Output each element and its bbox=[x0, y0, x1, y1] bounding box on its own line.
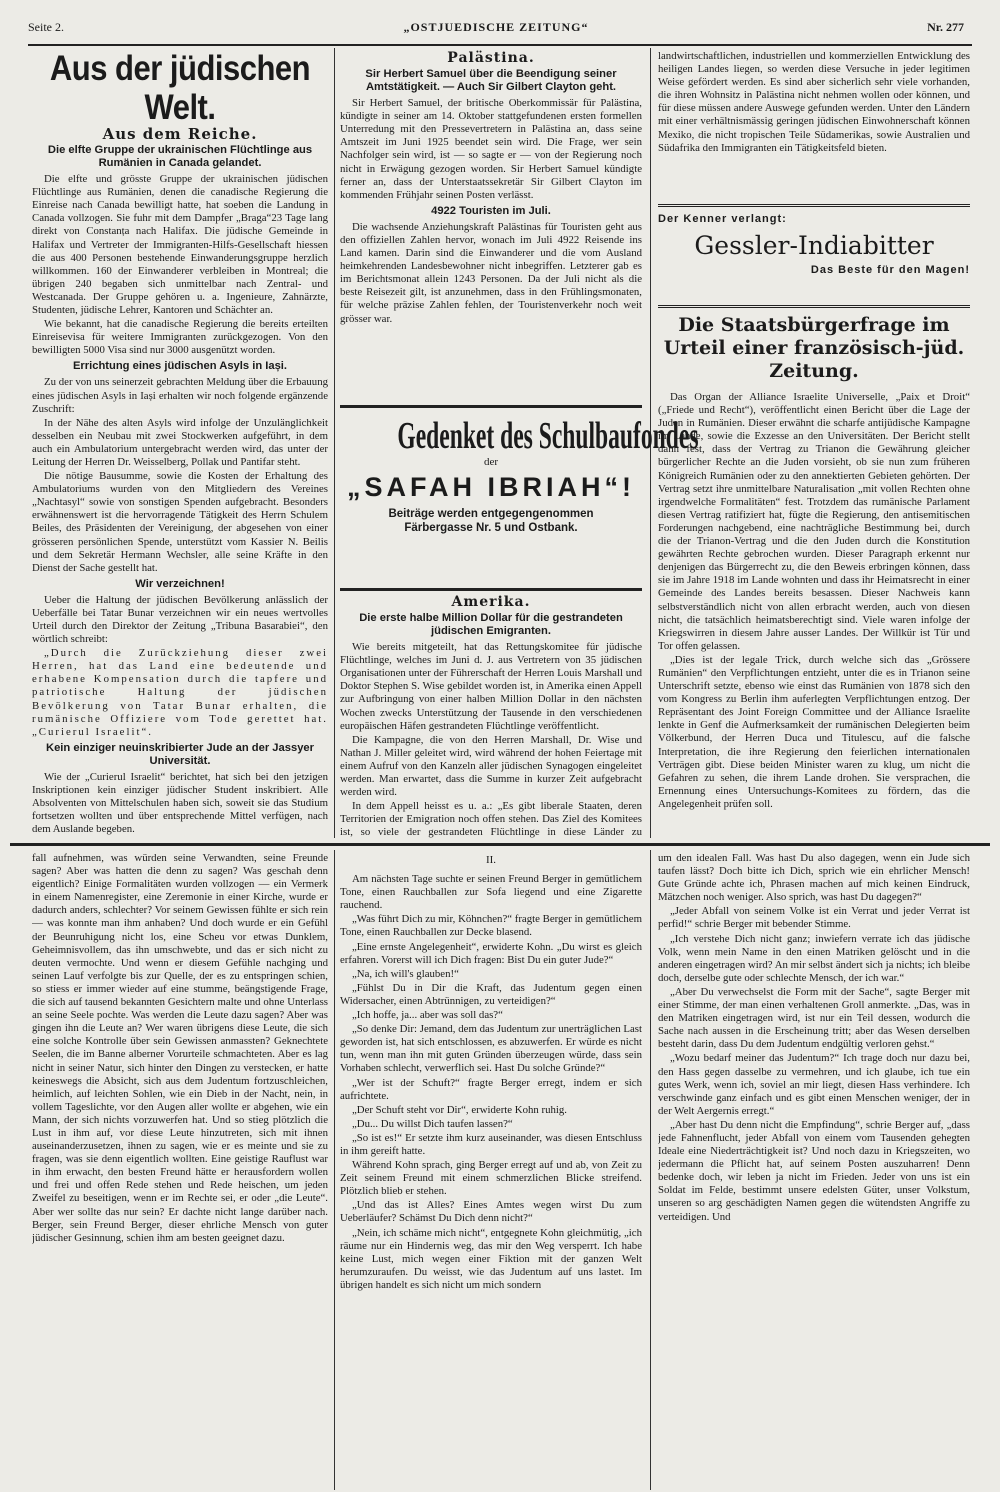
article-title: Sir Herbert Samuel über die Beendigung seiner Amtstätigkeit. — Auch Sir Gilbert Clayton geht. bbox=[365, 68, 617, 94]
ad-info-line: Beiträge werden entgegengenommen bbox=[388, 508, 594, 520]
feuilleton-paragraph: um den idealen Fall. Was hast Du also dagegen, wenn ein Jude sich taufen lässt? Doch bitte ich Dich, sprich wie ein ehrlicher Mensch! Gute Gründe achte ich, Phrasen machen auf mich keinen Eindruck, Mätzchen noch weniger. Also sprich, was hast Du dagegen?“ bbox=[658, 852, 970, 904]
article-paragraph: Wie der „Curierul Israelit“ berichtet, hat sich bei den jetzigen Inskriptionen kein einziger jüdischer Student inskribiert. Alle Absolventen von Mittelschulen haben sich, soweit sie das Studium fortsetzen wollten und über entsprechende Mittel verfügen, nach dem Auslande begeben. bbox=[32, 770, 328, 836]
ad-slogan: Das Beste für den Magen! bbox=[810, 264, 970, 276]
newspaper-name: „OSTJUEDISCHE ZEITUNG“ bbox=[403, 20, 589, 34]
column-2-top bbox=[340, 50, 642, 405]
article-paragraph: „Dies ist der legale Trick, durch welche sich das „Grössere Rumänien“ den Verpflichtungen entzieht, unter die es in Trianon seine Unterschrift setzte, ebenso wie einst das Rumänien von 1878 sich den vom Kongress zu Berlin ihm auferlegten Verpflichtungen entzog. Der Repräsentant des Joint Foreign Committee und der Alliance Israelite lenkte in Genf die Aufmerksamkeit der rumänischen Delegierten beim Völkerbund, der Herren Duca und Titulescu, auf die falsche Interpretation, die ihre Regierung den feierlichen internationalen Verträgen gibt. Diese beiden Minister waren zu klug, um nicht die Gefahren zu sehen, die ihrem Lande drohen. Sie versprachen, die Ernennung eines Untersuchungs-Komitees zu fördern, das die Angelegenheit prüfen soll. bbox=[658, 653, 970, 810]
page-title: Aus der jüdischen Welt. bbox=[49, 50, 311, 128]
article-title: Die Staatsbürgerfrage im Urteil einer französisch-jüd. Zeitung. bbox=[663, 314, 965, 382]
feuilleton-paragraph: „Nein, ich schäme mich nicht“, entgegnete Kohn gleichmütig, „ich räume nur ein Hindernis weg, das mir den Weg versperrt. Ich habe keine Lust, mich wegen einer Fiktion mit der ganzen Welt herumzuraufen. Du weisst, wie das Judentum auf uns lastet. Im übrigen handelt es sich nicht um mich sondern bbox=[340, 1226, 642, 1291]
feuilleton-column-1 bbox=[32, 852, 328, 1488]
chapter-number: II. bbox=[485, 854, 497, 866]
article-paragraph: In dem Appell heisst es u. a.: „Es gibt liberale Staaten, deren Territorien der Emigration noch offen stehen. Das Ziel des Komitees ist, so viele der gestrandeten Flüchtlinge in diese Länder zu bbox=[340, 800, 642, 839]
ad-title: Gedenket des Schulbaufondes bbox=[397, 415, 699, 457]
article-paragraph: Wie bereits mitgeteilt, hat das Rettungskomitee für jüdische Flüchtlinge, welches im Juni d. J. aus Vertretern von 35 jüdischen Organisationen unter der Führerschaft der Herren Louis Marshall und Doktor Stephen S. Wise gebildet worden ist, in Amerika einen Appell zur Aufbringung von einer halben Million Dollar in den nächsten Wochen zwecks Unterstützung der Tausende in den verschiedenen europäischen Häfen gestrandeten Flüchtlinge veröffentlicht. bbox=[340, 641, 642, 732]
feuilleton-paragraph: „Ich hoffe, ja... aber was soll das?“ bbox=[352, 1009, 503, 1022]
feuilleton-paragraph: „Na, ich will's glauben!“ bbox=[352, 967, 459, 980]
header-rule bbox=[28, 44, 972, 46]
feuilleton-paragraph: „So denke Dir: Jemand, dem das Judentum zur unerträglichen Last geworden ist, hat sich entschlossen, es abzuwerfen. Er würde es nicht tun, wenn man ihn mit guten Gründen überzeugen würde, dass sein Vorhaben schlecht, verwerflich sei. Hast Du solche Gründe?“ bbox=[340, 1023, 642, 1075]
column-3-top bbox=[658, 50, 970, 200]
article-paragraph: Die nötige Bausumme, sowie die Kosten der Erhaltung des Ambulatoriums wurden von den Mitgliedern des Vereines „Nachtasyl“ sowie von sonstigen Spenden aufgebracht. Besonders erwähnenswert ist die hervorragende Tätigkeit des Herrn Schulem Beiles, des Präsidenten der Vereinigung, der abgesehen von einer grösseren persönlichen Spende, unterstützt vom Kassier N. Beilis und dem Sekretär Hermann Wechsler, alle seine Kräfte in den Dienst der Sache gestellt hat. bbox=[32, 470, 328, 574]
article-quote: „Durch die Zurückziehung dieser zwei Herren, hat das Land eine bedeutende und erhabene Kompensation durch die tapfere und patriotische Haltung der jüdischen Bevölkerung von Tatar Bunar erhalten, die rumänische Offiziere vom Tode gerettet hat. „Curierul Israelit“. bbox=[32, 647, 328, 738]
ad-organization: „SAFAH IBRIAH“! bbox=[347, 472, 635, 502]
feuilleton-paragraph: „Wozu bedarf meiner das Judentum?“ Ich trage doch nur dazu bei, den Hass gegen dasselbe zu vermehren, und ich glaube, ich tue ein gutes Werk, wenn ich, soviel an mir liegt, diesen Hass verhindere. Ich verschwinde ganz einfach und es gibt einen Menschen weniger, der in der Welt Aergernis erregt.“ bbox=[658, 1052, 970, 1117]
issue-number: Nr. 277 bbox=[927, 20, 964, 34]
feuilleton-paragraph: „Jeder Abfall von seinem Volke ist ein Verrat und jeder Verrat ist perfid!“ schrie Berger mit bebender Stimme. bbox=[658, 905, 970, 931]
article-paragraph: In der Nähe des alten Asyls wird infolge der Unzulänglichkeit desselben ein Neubau mit zwei Stockwerken aufgeführt, in dem auch ein Ambulatorium untergebracht werden wird, das unter der Leitung der Herren Dr. Weisselberg, Pollak und Pantifar steht. bbox=[32, 416, 328, 468]
page-number: Seite 2. bbox=[28, 20, 64, 34]
article-paragraph: Wie bekannt, hat die canadische Regierung die bereits erteilten Einreisevisa für weitere Immigranten zurückgezogen. Von den bewilligten 5000 Visa sind nur 3000 ausgenützt worden. bbox=[32, 318, 328, 357]
section-heading: Amerika. bbox=[451, 594, 531, 610]
article-title: Die erste halbe Million Dollar für die gestrandeten jüdischen Emigranten. bbox=[359, 612, 623, 638]
feuilleton-paragraph: „Was führt Dich zu mir, Köhnchen?“ fragte Berger in gemütlichem Tone, einen Rauchballen zur Decke blasend. bbox=[340, 913, 642, 939]
article-title: Kein einziger neuinskribierter Jude an der Jassyer Universität. bbox=[46, 741, 314, 767]
feuilleton-paragraph: „Der Schuft steht vor Dir“, erwiderte Kohn ruhig. bbox=[352, 1103, 567, 1116]
feuilleton-column-2 bbox=[340, 852, 642, 1488]
article-title: 4922 Touristen im Juli. bbox=[431, 204, 551, 217]
column-divider bbox=[334, 850, 335, 1490]
article-paragraph: Die Kampagne, die von den Herren Marshall, Dr. Wise und Nathan J. Miller geleitet wird, wird während der hohen Feiertage mit einem Aufruf von den Kanzeln aller jüdischen Synagogen eingeleitet werden. Man erwartet, dass die Summe in kurzer Zeit aufgebracht werden wird. bbox=[340, 733, 642, 799]
article-paragraph: Ueber die Haltung der jüdischen Bevölkerung anlässlich der Ueberfälle bei Tatar Bunar verzeichnen wir ein neues wertvolles Urteil durch den Direktor der Zeitung „Tribuna Basarabiei“, den wörtlich schreibt: bbox=[32, 593, 328, 646]
section-heading: Aus dem Reiche. bbox=[102, 125, 258, 143]
feuilleton-paragraph: „Ich verstehe Dich nicht ganz; inwiefern verrate ich das jüdische Volk, wenn mein Name in den einen Matriken gelöscht und in die anderen eingetragen wird? An mir selbst ändert sich ja nichts; ich bleibe doch, derselbe gute oder schlechte Mensch, der ich war.“ bbox=[658, 932, 970, 984]
feuilleton-rule bbox=[10, 843, 990, 846]
article-paragraph: Das Organ der Alliance Israelite Universelle, „Paix et Droit“ („Friede und Recht“), veröffentlicht einen Bericht über die Lage der Juden in Rumänien. Dieser erwähnt die scharfe antijüdische Kampagne im Lande, sowie die Exzesse an den Universitäten. Der Bericht stellt dann fest, dass der Vertrag zu Trianon die Gewährung gleicher bürgerlicher Rechte an die Juden vorsieht, ob sie nun zum früheren Königreich Rumänien oder zu den annektierten Gebieten gehörten. Der Vertrag setzt ihre unmittelbare Naturalisation „mit vollen Rechten ohne irgendwelche Formalitäten“ fest. Trotzdem das rumänische Parlament diesen Vertrag ratifiziert hat, fügte die Regierung, den antisemitischen Forderungen nachgebend, eine nachträgliche Bestimmung bei, durch die der Trianon-Vertrag und die den Juden durch die Konstitution gewährten Rechte gebrochen wurden. Dieser Paragraph erkennt nur denjenigen das Bürgerrecht zu, die den Beweis erbringen können, dass sie im Jahre 1918 im Lande wohnten und dass ihr Heimatsrecht in einer Gemeinde des Landes bereits besassen. Dieser Nachweis kann selbstverständlich nicht von allen erbracht werden, auch von diesen nicht, die tatsächlich heimatsberechtigt sind. Viele waren infolge der Kriegswirren in diesem Jahre ausser Landes. Der Willkür ist Tür und Tor offen gelassen. bbox=[658, 391, 970, 652]
article-paragraph: landwirtschaftlichen, industriellen und kommerziellen Entwicklung des heiligen Landes liegen, so werden diese Versuche in jeder legitimen Weise gefördert werden. Es sind aber sicherlich sehr viele vorhanden, die ihren Wohnsitz in Palästina nicht nehmen wollen oder können, und für diese müssen andere Auswege gefunden werden. Unter den Ländern mit einer verhältnismässig geringen jüdischen Einwohnerschaft können Mexiko, die nicht tropischen Teile Südamerikas, sowie Australien und Südafrika den Immigranten ein Tätigkeitsfeld bieten. bbox=[658, 50, 970, 154]
feuilleton-paragraph: fall aufnehmen, was würden seine Verwandten, seine Freunde sagen? Aber was hatten die denn zu sagen? Was geschah denn eigentlich? Einige Formalitäten wurden vollzogen — ein Vermerk in einem Namenregister, eine Zeremonie in einer Kirche, wurde er dadurch anders, schlechter? Vor seinem Gewissen fühlte er sich rein — was konnte man ihm anhaben? Und doch wurde er ein Gefühl der Beunruhigung nicht los, eine Scheu vor etwas Dunklem, Geheimnisvollem, das ihn umschwebte, und das er sich nicht zu deuten vermochte. Und wenn er diesem Gefühle nachging und seinen Lauf verfolgte bis zur Quelle, der es zu entspringen schien, so stiess er immer wieder auf eine stumme, beängstigende Frage, die sich auf tausend bekannten Gesichtern malte und ohne Unterlass an seine Seele pochte. Was werden die Leute dazu sagen? Aber was gingen ihn die Leute an? Wer waren übrigens diese Leute, die sich eine solche Kontrolle über sein Gewissen anmassten? Geknechtete Seelen, die im Banne alberner Vorurteile schmachteten. Aber es lag nicht in seiner Natur, sich hinter den Dingen zu verstecken, er hatte keineswegs die Absicht, sich aus dem Judentum fortzuschleichen, heimlich, auf leichten Sohlen, wie ein Dieb in der Nacht, nein, in vollem Tageslichte, vor den Augen aller wollte er abgehen, wie ein Mann, der sich nichts vorzuwerfen hat. Und so stieg plötzlich die Lust in ihm auf, vor diese Leute hinzutreten, sich mit ihnen auseinanderzusetzen, ihnen zu sagen, wie er es meinte und sie zu fragen, was sie denn eigentlich wollten. Eine geistige Rauflust war in ihm erwacht, den besten Freund hätte er herausfordern wollen und frei und offen Rede stehen und Rede heischen, um jeden Zweifel zu beseitigen, wenn er im Rechte sei, er oder „die Leute“. Aber wer sollte das nur sein? Er dachte nicht lange darüber nach. Berger, sein Freund Berger, dieser ehrliche Mensch von guter jüdischer Gesinnung, schien ihm am besten geeignet dazu. bbox=[32, 852, 328, 1244]
column-2-bottom bbox=[340, 594, 642, 840]
bitter-ad bbox=[658, 204, 970, 308]
feuilleton-paragraph: „Aber Du verwechselst die Form mit der Sache“, sagte Berger mit einer Stimme, der man einen verhaltenen Groll anmerkte. „Das, was in den Matriken eingetragen wird, ist nur ein Teil dessen, wodurch die Sache nach aussen in die Erscheinung tritt; aber das Wesen derselben besteht darin, dass Du dem Judentum endgültig verloren gehst.“ bbox=[658, 985, 970, 1051]
ad-kicker: Der Kenner verlangt: bbox=[658, 213, 787, 225]
ad-info-line: Färbergasse Nr. 5 und Ostbank. bbox=[404, 522, 578, 534]
feuilleton-paragraph: „Du... Du willst Dich taufen lassen?“ bbox=[352, 1117, 513, 1130]
ad-info bbox=[340, 507, 642, 535]
article-paragraph: Die elfte und grösste Gruppe der ukrainischen jüdischen Flüchtlinge aus Rumänien, denen die canadische Regierung die Einreise nach Canada bewilligt hatte, hat soeben die Landung in Canada vollzogen. Sie fuhr mit dem Dampfer „Braga“23 Tage lang direkt von Constanța nach Halifax. Die jüdische Gemeinde in Halifax und Vertreter der Immigranten-Hilfs-Gesellschaft hiessen die aus 400 Personen bestehende Einwanderungsgruppe herzlich willkommen. 160 der Einwanderer verbleiben in Montreal; die übrigen 240 begaben sich unmittelbar nach Zentral- und Westcanada. Der Gruppe gehören u. a. Ingenieure, Zahnärzte, Studenten, jüdische Lehrer, Kantoren und Schächter an. bbox=[32, 173, 328, 317]
feuilleton-paragraph: Während Kohn sprach, ging Berger erregt auf und ab, von Zeit zu Zeit seinem Freund mit einem schmerzlichen Blicke streifend. Plötzlich blieb er stehen. bbox=[340, 1159, 642, 1198]
article-title: Wir verzeichnen! bbox=[135, 577, 225, 590]
feuilleton-column-3 bbox=[658, 852, 970, 1488]
feuilleton-paragraph: „Aber hast Du denn nicht die Empfindung“, schrie Berger auf, „dass jede Fahnenflucht, jeder Abfall von einem vom Tausenden gehegten Ideale eine Niederträchtigkeit ist? Und noch dazu in Kriegszeiten, wo jedermann die Pflicht hat, auf seinem Posten auszuharren! Denn bedenke doch, wir leben ja nicht im Frieden. Jeder von uns ist ein Soldat im Felde, bestimmt unsere edelsten Güter, unser Volkstum, unseren so arg geschädigten Namen gegen die wütendsten Angriffe zu verteidigen. Und bbox=[658, 1118, 970, 1223]
column-divider bbox=[650, 850, 651, 1490]
article-title: Errichtung eines jüdischen Asyls in Iași. bbox=[72, 360, 288, 373]
article-paragraph: Sir Herbert Samuel, der britische Oberkommissär für Palästina, kündigte in seiner am 14. Oktober stattgefundenen ersten formellen Unterredung mit den Pressevertretern in Palästina an, dass seine Amtszeit im Juni 1925 beendet sein wird. Die Frage, wer sein Nachfolger sein wird, ist — so sagte er — von der Regierung noch nicht in Erwägung gezogen worden. Sir Herbert Samuel kündigte ferner an, dass der Unterstaatssekretär Sir Gilbert Clayton im kommenden Frühjahr seinen Posten verlässt. bbox=[340, 97, 642, 201]
page-header bbox=[28, 20, 964, 40]
school-fund-ad bbox=[340, 405, 699, 591]
column-divider bbox=[334, 48, 335, 838]
column-1 bbox=[32, 50, 328, 840]
article-paragraph: Die wachsende Anziehungskraft Palästinas für Touristen geht aus den offiziellen Zahlen hervor, wonach im Juli 4922 Reisende ins Land kamen. Darin sind die Einwanderer und die vom Ausland heimkehrenden Landesbewohner nicht inbegriffen. Letzterer gab es im Berichtsmonat allein 1243 Personen. Da der Juli nicht als die beste Reisezeit gilt, ist anzunehmen, dass in den Frühlingsmonaten, für welche präzise Zahlen fehlen, der Touristenverkehr noch weit grösser war. bbox=[340, 220, 642, 325]
feuilleton-paragraph: „So ist es!“ Er setzte ihm kurz auseinander, was diesen Entschluss in ihm gereift hatte. bbox=[340, 1131, 642, 1157]
feuilleton-paragraph: „Eine ernste Angelegenheit“, erwiderte Kohn. „Du wirst es gleich erfahren. Vorerst will ich Dich fragen: Bist Du ein guter Jude?“ bbox=[340, 940, 642, 966]
section-heading: Palästina. bbox=[447, 50, 535, 66]
feuilleton-paragraph: „Und das ist Alles? Eines Amtes wegen wirst Du zum Ueberläufer? Schämst Du Dich denn nicht?“ bbox=[340, 1199, 642, 1225]
column-3-bottom bbox=[658, 308, 970, 840]
feuilleton-paragraph: Am nächsten Tage suchte er seinen Freund Berger in gemütlichem Tone, einen Rauchballen zur Sofa liegend und eine Zigarette rauchend. bbox=[340, 873, 642, 912]
article-paragraph: Zu der von uns seinerzeit gebrachten Meldung über die Erbauung eines jüdischen Asyls in Iași erhalten wir noch folgende ergänzende Zuschrift: bbox=[32, 376, 328, 415]
feuilleton-paragraph: „Fühlst Du in Dir die Kraft, das Judentum gegen einen Widersacher, einen Abtrünnigen, zu verteidigen?“ bbox=[340, 981, 642, 1007]
ad-product: Gessler-Indiabitter bbox=[694, 231, 934, 260]
ad-connector: der bbox=[483, 456, 499, 468]
article-title: Die elfte Gruppe der ukrainischen Flüchtlinge aus Rumänien in Canada gelandet. bbox=[47, 144, 313, 170]
feuilleton-paragraph: „Wer ist der Schuft?“ fragte Berger erregt, indem er sich aufrichtete. bbox=[340, 1076, 642, 1102]
